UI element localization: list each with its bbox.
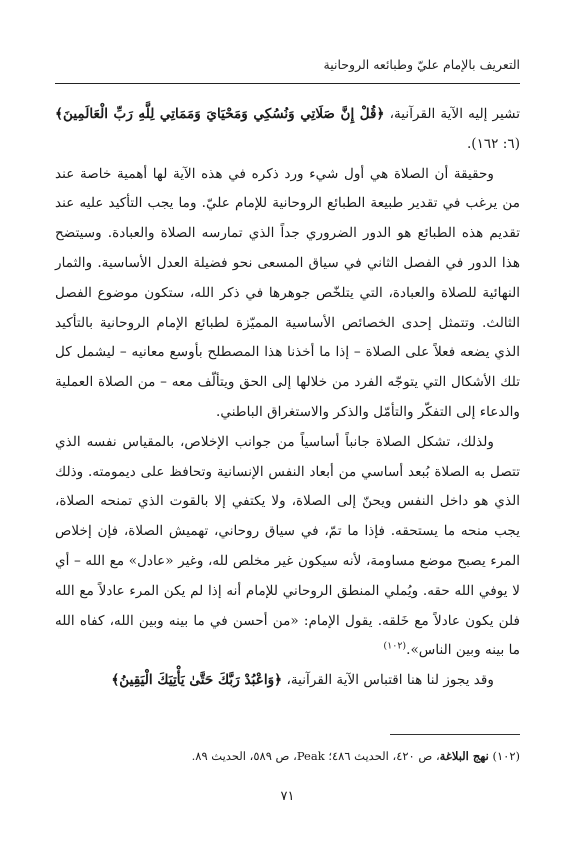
footnote-number: (١٠٢) — [488, 749, 520, 763]
paragraph-4 — [55, 666, 520, 696]
paragraph-3 — [55, 428, 520, 666]
quran-verse-2: ﴿وَاعْبُدْ رَبَّكَ حَتَّىٰ يَأْتِيَكَ الْيَقِينُ﴾ — [111, 672, 283, 689]
running-header-title: التعريف بالإمام عليّ وطبائعه الروحانية — [323, 57, 520, 72]
paragraph-4-text: وقد يجوز لنا هنا اقتباس الآية القرآنية، — [282, 672, 494, 689]
footnote-reference-102[interactable]: (١٠٢) — [383, 640, 407, 652]
header-rule — [55, 83, 520, 84]
footnote-102 — [55, 747, 520, 765]
footnote-source-detail: ، ص ٤٢٠، الحديث ٤٨٦؛ Peak، ص ٥٨٩، الحديث ٨٩. — [191, 749, 440, 763]
page-number: ٧١ — [280, 789, 295, 804]
footnote-rule — [390, 734, 520, 735]
footnote-source-title: نهج البلاغة — [439, 749, 489, 763]
main-text-block — [55, 100, 520, 696]
paragraph-3-text: ولذلك، تشكل الصلاة جانباً أساسياً من جوانب الإخلاص، بالمقياس نفسه الذي تتصل به الصلاة بُبعد أساسي من أبعاد النفس الإنسانية وتحافظ على ديمومته. وذلك الذي هو داخل النفس ويحنّ إلى الصلاة، ولا يكتفي إلا بالقوت الذي تمنحه الصلاة، يجب منحه ما يستحقه. فإذا ما تمّ، في سياق روحاني، تهميش الصلاة، فإن إخلاص المرء يصبح موضع مساومة، لأنه سيكون غير مخلص لله، وغير «عادل» مع الله – أي لا يوفي الله حقه. ويُملي المنطق الروحاني للإمام أنه إذا لم يكن المرء عادلاً مع الله فلن يكون عادلاً مع خَلقه. يقول الإمام: «من أحسن في ما بينه وبين الله، كفاه الله ما بينه وبين الناس». — [55, 433, 520, 659]
paragraph-1 — [55, 100, 520, 160]
paragraph-2: وحقيقة أن الصلاة هي أول شيء ورد ذكره في هذه الآية لها أهمية خاصة عند من يرغب في تقدير طبيعة الطبائع الروحانية للإمام عليّ. وما يجب التأكيد عليه عند تقديم هذه الطبائع هو الدور الضروري جداً الذي تمارسه الصلاة والعبادة. وسيتضح هذا الدور في الفصل الثاني في سياق المسعى نحو فضيلة العدل الأساسية. والثمار النهائية للصلاة والعبادة، التي يتلخّص جوهرها في ذكر الله، ستكون موضوع الفصل الثالث. وتتمثل إحدى الخصائص الأساسية المميّزة لطبائع الإمام الروحانية بالتأكيد الذي يضعه فعلاً على الصلاة – إذا ما أخذنا هذا المصطلح بأوسع معانيه – ليشمل كل تلك الأشكال التي يتوجّه الفرد من خلالها إلى الحق ويتألّف معه – من الصلاة العملية والدعاء إلى التفكّر والتأمّل والذكر والاستغراق الباطني. — [55, 165, 520, 420]
verse-reference-1: (٦: ١٦٢). — [466, 135, 520, 152]
quran-verse-1: ﴿قُلْ إِنَّ صَلَاتِي وَنُسُكِي وَمَحْيَايَ وَمَمَاتِي لِلَّهِ رَبِّ الْعَالَمِينَ﴾ — [55, 106, 385, 122]
paragraph-1-text: تشير إليه الآية القرآنية، — [384, 106, 521, 122]
